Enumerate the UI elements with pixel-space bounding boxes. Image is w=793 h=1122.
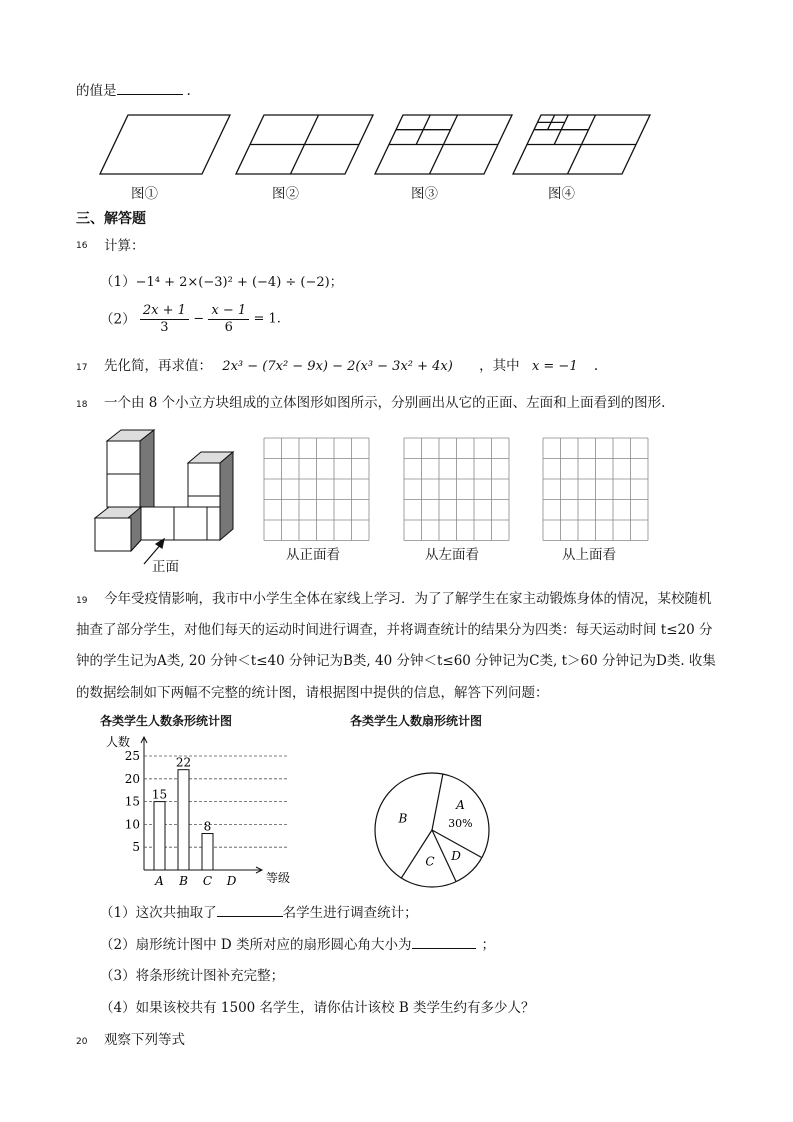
part-label: （1）: [100, 274, 136, 290]
q17-condition: x = −1: [531, 359, 578, 374]
q19-sub4-text: 如果该校共有 1500 名学生，请你估计该校 B 类学生约有多少人？: [135, 1000, 535, 1016]
parallelogram-2: [236, 115, 373, 174]
data-label-B: 22: [175, 755, 192, 770]
question-number-17: 17: [76, 363, 88, 373]
category-label-C: C: [202, 874, 213, 888]
answer-blank[interactable]: [412, 935, 476, 949]
equals-one: = 1.: [253, 311, 281, 327]
part-label: （4）: [100, 1000, 136, 1016]
cube-column-right: [174, 452, 233, 540]
data-label-A: 15: [151, 787, 168, 802]
figure-label-2: 图②: [272, 186, 299, 202]
answer-blank[interactable]: [217, 903, 283, 917]
question-number-18: 18: [76, 400, 88, 410]
q19-sub3-text: 将条形统计图补充完整；: [135, 968, 285, 984]
q19-line-2: 抽查了部分学生，对他们每天的运动时间进行调查，并将调查统计的结果分为四类：每天运动时间 t≤20 分: [76, 622, 713, 638]
data-label-C: 8: [203, 819, 212, 834]
category-label-B: B: [179, 874, 188, 888]
parallelogram-4: [513, 115, 650, 174]
pie-label-D: D: [451, 848, 461, 863]
q20-text: 观察下列等式: [104, 1032, 185, 1048]
view-grid-2[interactable]: [404, 438, 509, 541]
q19-line-3: 钟的学生记为A类, 20 分钟＜t≤40 分钟记为B类, 40 分钟＜t≤60 分钟记为C类, t＞60 分钟记为D类. 收集: [76, 653, 716, 669]
q17-line: [104, 357, 598, 376]
q19-line-1: 今年受疫情影响，我市中小学生全体在家线上学习．为了了解学生在家主动锻炼身体的情况，某校随机: [104, 591, 712, 607]
bar-C: [202, 834, 213, 870]
period: .: [593, 358, 599, 374]
parallelogram-3: [375, 115, 512, 174]
prompt-text: 的值是: [76, 83, 117, 99]
q17-text: 先化简，再求值：: [104, 358, 212, 374]
pie-label-C: C: [425, 854, 435, 869]
pie-chart: [370, 770, 500, 892]
pie-label-B: B: [398, 811, 408, 826]
pie-chart-title: 各类学生人数扇形统计图: [350, 714, 483, 728]
y-tick-label: 10: [124, 817, 140, 832]
view-label-left: 从左面看: [425, 547, 479, 563]
figure-label-1: 图①: [131, 186, 158, 202]
q18-text: 一个由 8 个小立方块组成的立体图形如图所示，分别画出从它的正面、左面和上面看到的图形.: [104, 395, 666, 411]
view-label-top: 从上面看: [562, 547, 616, 563]
y-tick-label: 20: [124, 771, 140, 786]
q19-sub2-text-b: ；: [481, 937, 495, 953]
section-heading: 三、解答题: [76, 211, 146, 227]
q16-part2: [100, 303, 281, 336]
answer-blank[interactable]: [117, 81, 183, 95]
q19-sub3: [100, 967, 284, 985]
view-grid-1[interactable]: [264, 438, 369, 541]
view-label-front: 从正面看: [286, 547, 340, 563]
q19-sub1-text-a: 这次共抽取了: [135, 905, 217, 921]
part-label: （3）: [100, 968, 136, 984]
q19-line-4: 的数据绘制如下两幅不完整的统计图，请根据图中提供的信息，解答下列问题：: [76, 685, 549, 701]
q16-p1-expression: −1⁴ + 2×(−3)² + (−4) ÷ (−2)；: [135, 275, 343, 290]
front-label: 正面: [152, 559, 179, 575]
parallelogram-figures: [90, 112, 660, 178]
period: .: [186, 83, 191, 99]
answer-line-top: [76, 81, 191, 100]
y-tick-label: 5: [132, 840, 140, 855]
question-number-20: 20: [76, 1037, 88, 1047]
y-tick-label: 25: [124, 749, 140, 763]
q19-sub2: [100, 935, 495, 954]
q17-expression: 2x³ − (7x² − 9x) − 2(x³ − 3x² + 4x): [222, 359, 453, 374]
part-label: （1）: [100, 905, 136, 921]
bar-chart: [96, 730, 306, 890]
q17-where: ，其中: [479, 358, 520, 374]
q19-sub4: [100, 999, 535, 1017]
fraction-1: $\frac{2x + 1}{3}$: [140, 303, 189, 336]
q19-sub1-text-b: 名学生进行调查统计；: [282, 905, 418, 921]
bar-A: [154, 802, 165, 870]
q16-part1: [100, 273, 343, 292]
pie-percent-A: 30%: [448, 816, 473, 830]
view-grid-3[interactable]: [543, 438, 648, 541]
question-number-19: 19: [76, 596, 88, 606]
minus-sign: −: [193, 311, 205, 327]
figure-label-3: 图③: [411, 186, 438, 202]
y-tick-label: 15: [124, 794, 140, 809]
category-label-A: A: [155, 874, 164, 888]
pie-label-A: A: [456, 797, 465, 812]
part-label: （2）: [100, 311, 136, 328]
q19-sub2-text-a: 扇形统计图中 D 类所对应的扇形圆心角大小为: [135, 937, 412, 953]
bar-B: [178, 770, 189, 870]
x-axis-label: 等级: [266, 871, 291, 885]
q16-text: 计算：: [104, 238, 145, 254]
category-label-D: D: [226, 874, 237, 888]
bar-chart-title: 各类学生人数条形统计图: [100, 714, 233, 728]
question-number-16: 16: [76, 241, 88, 251]
parallelogram-1: [100, 115, 230, 174]
q19-sub1: [100, 903, 418, 922]
figure-label-4: 图④: [548, 186, 575, 202]
part-label: （2）: [100, 937, 136, 953]
cube-solid-figure: [92, 426, 242, 576]
view-grids: [262, 437, 652, 542]
y-axis-label: 人数: [106, 735, 131, 749]
fraction-2: $\frac{x - 1}{6}$: [208, 303, 249, 336]
